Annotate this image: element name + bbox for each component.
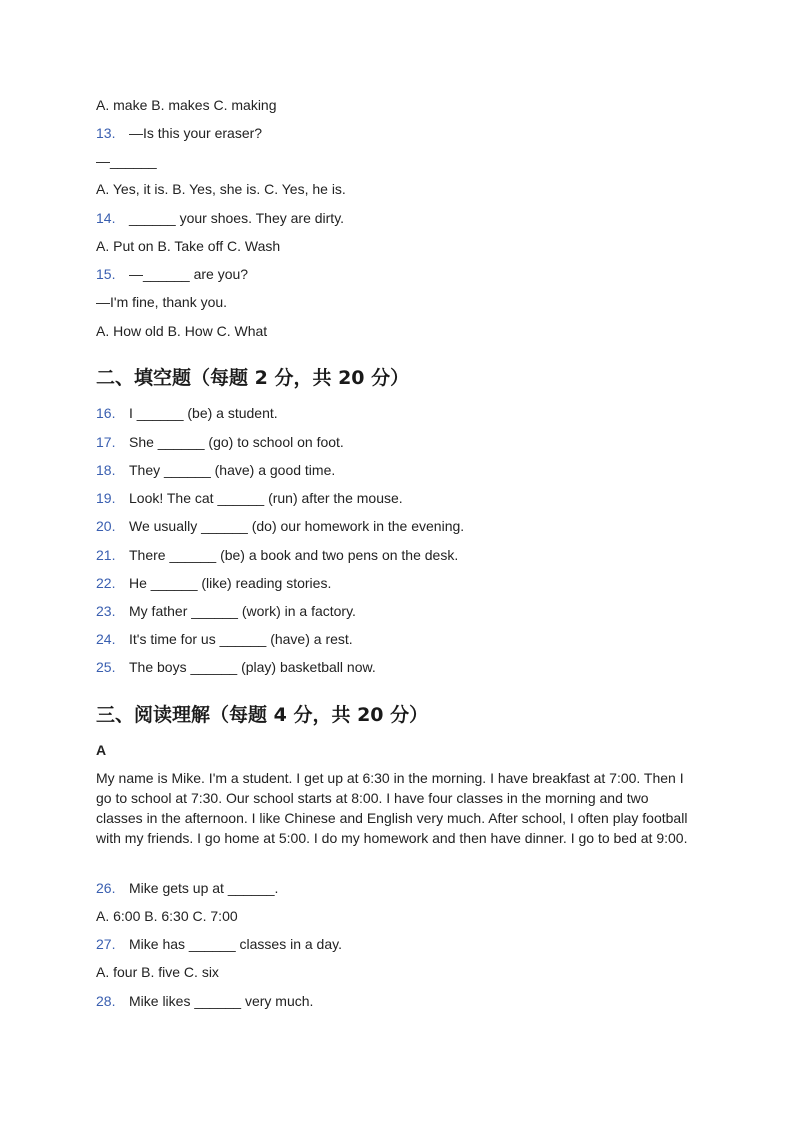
question-22 — [96, 574, 331, 592]
question-number: 25. — [96, 659, 116, 675]
question-text: I ______ (be) a student. — [129, 405, 278, 421]
question-text: Mike has ______ classes in a day. — [129, 936, 342, 952]
q13-answer-blank: —______ — [96, 153, 157, 169]
question-number: 24. — [96, 631, 116, 647]
section2-heading: 二、填空题（每题 2 分，共 20 分） — [96, 367, 410, 389]
question-19 — [96, 489, 403, 507]
question-20 — [96, 517, 464, 535]
reading-passage: My name is Mike. I'm a student. I get up at 6:30 in the morning. I have breakfast at 7:00. Then I go to school at 7:30. Our school starts at 8:00. I have four classes in the morning and two classes in the afternoon. I like Chinese and English very much. After school, I often play football with my friends. I go home at 5:00. I do my homework and then have dinner. I go to bed at 9:00. — [96, 770, 688, 846]
q15-reply: —I'm fine, thank you. — [96, 294, 228, 310]
question-17 — [96, 433, 344, 451]
question-text: My father ______ (work) in a factory. — [129, 603, 356, 619]
question-text: It's time for us ______ (have) a rest. — [129, 631, 353, 647]
question-14 — [96, 209, 344, 227]
question-25 — [96, 658, 376, 676]
question-number: 17. — [96, 434, 116, 450]
question-18 — [96, 461, 335, 479]
question-27 — [96, 935, 342, 953]
question-15 — [96, 265, 248, 283]
question-number: 26. — [96, 880, 116, 896]
question-26 — [96, 879, 278, 897]
question-number: 19. — [96, 490, 116, 506]
question-text: She ______ (go) to school on foot. — [129, 434, 344, 450]
question-number: 13. — [96, 125, 116, 141]
question-number: 16. — [96, 405, 116, 421]
question-number: 21. — [96, 547, 116, 563]
question-number: 20. — [96, 518, 116, 534]
passage-label: A — [96, 742, 107, 758]
q27-options: A. four B. five C. six — [96, 964, 219, 980]
q26-options: A. 6:00 B. 6:30 C. 7:00 — [96, 908, 238, 924]
question-text: The boys ______ (play) basketball now. — [129, 659, 376, 675]
question-24 — [96, 630, 353, 648]
question-number: 22. — [96, 575, 116, 591]
question-16 — [96, 404, 278, 422]
question-23 — [96, 602, 356, 620]
question-text: Look! The cat ______ (run) after the mouse. — [129, 490, 403, 506]
q14-options: A. Put on B. Take off C. Wash — [96, 238, 281, 254]
section3-heading: 三、阅读理解（每题 4 分，共 20 分） — [96, 704, 429, 726]
question-number: 23. — [96, 603, 116, 619]
question-text: —Is this your eraser? — [129, 125, 263, 141]
question-28 — [96, 992, 313, 1010]
question-number: 27. — [96, 936, 116, 952]
q12-options: A. make B. makes C. making — [96, 97, 277, 113]
question-text: —______ are you? — [129, 266, 249, 282]
question-text: We usually ______ (do) our homework in the evening. — [129, 518, 465, 534]
question-number: 18. — [96, 462, 116, 478]
question-text: Mike likes ______ very much. — [129, 993, 314, 1009]
question-13 — [96, 124, 262, 142]
question-number: 15. — [96, 266, 116, 282]
question-text: Mike gets up at ______. — [129, 880, 279, 896]
question-21 — [96, 546, 458, 564]
question-number: 28. — [96, 993, 116, 1009]
q15-options: A. How old B. How C. What — [96, 323, 268, 339]
q13-options: A. Yes, it is. B. Yes, she is. C. Yes, he is. — [96, 181, 346, 197]
question-number: 14. — [96, 210, 116, 226]
question-text: They ______ (have) a good time. — [129, 462, 336, 478]
question-text: He ______ (like) reading stories. — [129, 575, 332, 591]
question-text: ______ your shoes. They are dirty. — [129, 210, 345, 226]
question-text: There ______ (be) a book and two pens on the desk. — [129, 547, 459, 563]
